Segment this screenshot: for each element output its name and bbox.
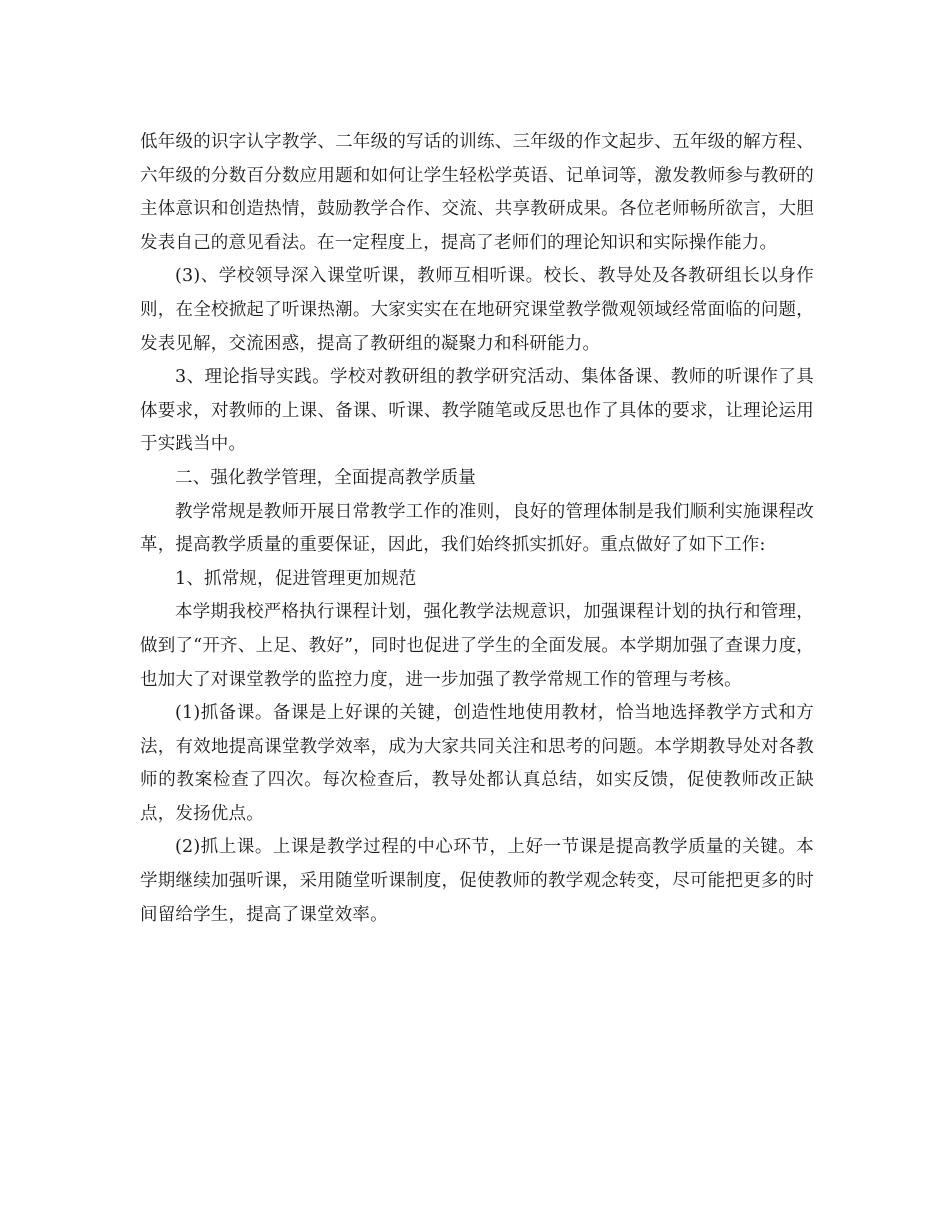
paragraph-teaching-routine: 教学常规是教师开展日常教学工作的准则，良好的管理体制是我们顺利实施课程改革，提高教学质量的重要保证，因此，我们始终抓实抓好。重点做好了如下工作: bbox=[140, 501, 814, 556]
paragraph-lesson-prep: (1)抓备课。备课是上好课的关键，创造性地使用教材，恰当地选择教学方式和方法，有效地提高课堂教学效率，成为大家共同关注和思考的问题。本学期教导处对各教师的教案检查了四次。每次检查后，教导处都认真总结，如实反馈，促使教师改正缺点，发扬优点。 bbox=[140, 703, 814, 824]
section-heading-2: 二、强化教学管理，全面提高教学质量 bbox=[175, 467, 476, 488]
paragraph-item-3: (3)、学校领导深入课堂听课，教师互相听课。校长、教导处及各教研组长以身作则，在全校掀起了听课热潮。大家实实在在地研究课堂教学微观领域经常面临的问题，发表见解，交流困惑，提高了教研组的凝聚力和科研能力。 bbox=[140, 266, 814, 354]
subheading-routine: 1、抓常规，促进管理更加规范 bbox=[175, 568, 417, 589]
paragraph-curriculum-plan: 本学期我校严格执行课程计划，强化教学法规意识，加强课程计划的执行和管理，做到了“开齐、上足、教好”，同时也促进了学生的全面发展。本学期加强了查课力度，也加大了对课堂教学的监控力度，进一步加强了教学常规工作的管理与考核。 bbox=[140, 602, 814, 690]
paragraph-theory-practice: 3、理论指导实践。学校对教研组的教学研究活动、集体备课、教师的听课作了具体要求，对教师的上课、备课、听课、教学随笔或反思也作了具体的要求，让理论运用于实践当中。 bbox=[140, 367, 814, 455]
document-page bbox=[140, 126, 814, 932]
paragraph-class-teaching: (2)抓上课。上课是教学过程的中心环节，上好一节课是提高教学质量的关键。本学期继续加强听课，采用随堂听课制度，促使教师的教学观念转变，尽可能把更多的时间留给学生，提高了课堂效率。 bbox=[140, 837, 814, 925]
paragraph-continuation: 低年级的识字认字教学、二年级的写话的训练、三年级的作文起步、五年级的解方程、六年级的分数百分数应用题和如何让学生轻松学英语、记单词等，激发教师参与教研的主体意识和创造热情，鼓励教学合作、交流、共享教研成果。各位老师畅所欲言，大胆发表自己的意见看法。在一定程度上，提高了老师们的理论知识和实际操作能力。 bbox=[140, 132, 814, 253]
